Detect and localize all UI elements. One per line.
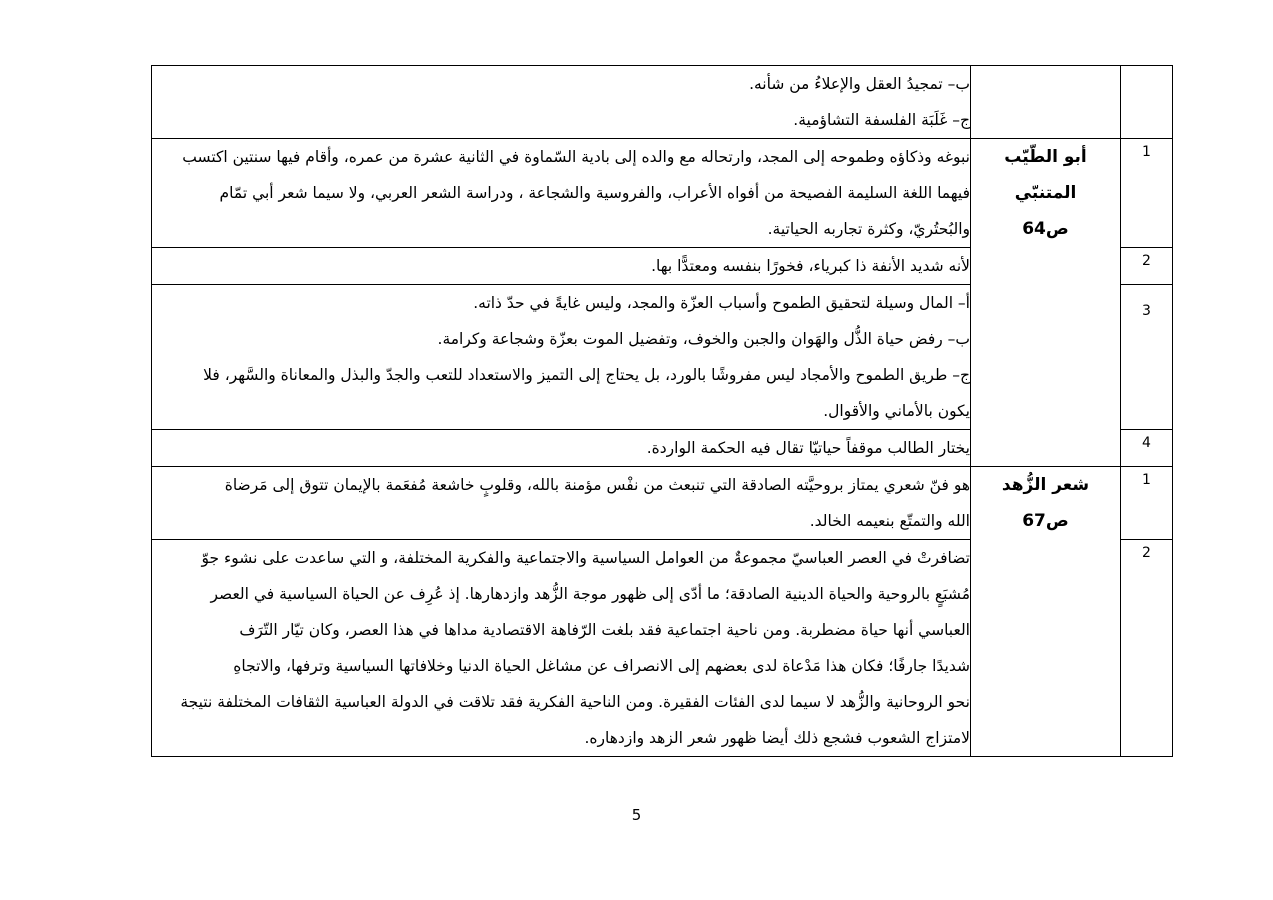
topic-cell — [971, 66, 1121, 139]
answer-line: ب– تمجيدُ العقل والإعلاءُ من شأنه. — [749, 75, 970, 93]
answer-line: ج– غَلَبَة الفلسفة التشاؤمية. — [793, 111, 970, 129]
answer-line: العباسي أنها حياة مضطربة. ومن ناحية اجتماعية فقد بلغت الرّفاهة الاقتصادية مداها في هذا العصر، وكان تيّار التّرَف — [239, 621, 970, 639]
answer-line: والبُحتُريّ، وكثرة تجاربه الحياتية. — [767, 220, 970, 238]
answer-line: شديدًا جارفًا؛ فكان هذا مَدْعاة لدى بعضهم إلى الانصراف عن مشاغل الحياة الدنيا وخلافاتها السياسية وترفها، والاتجاهِ — [233, 657, 970, 675]
answer-line: لامتزاج الشعوب فشجع ذلك أيضا ظهور شعر الزهد وازدهاره. — [584, 729, 970, 747]
answer-line: أ– المال وسيلة لتحقيق الطموح وأسباب العزّة والمجد، وليس غايةً في حدّ ذاته. — [473, 294, 970, 312]
row-number-cell — [1121, 66, 1173, 139]
answer-line: الله والتمتّع بنعيمه الخالد. — [809, 512, 970, 530]
table-row — [152, 66, 1173, 139]
answer-line: فيهما اللغة السليمة الفصيحة من أفواه الأعراب، والفروسية والشجاعة ، ودراسة الشعر العربي، ولا سيما شعر أبي تمّام — [219, 184, 970, 202]
answer-line: يكون بالأماني والأقوال. — [823, 402, 970, 420]
topic-title: أبو الطّيّب المتنبّي — [1004, 147, 1087, 203]
row-number-cell: 2 — [1121, 248, 1173, 285]
answer-cell — [152, 285, 971, 430]
answer-line: يختار الطالب موقفاً حياتيّا تقال فيه الحكمة الواردة. — [646, 439, 970, 457]
topic-cell — [971, 467, 1121, 757]
answer-line: ب– رفض حياة الذُّل والهَوان والجبن والخوف، وتفضيل الموت بعزّة وشجاعة وكرامة. — [437, 330, 970, 348]
answer-line: تضافرتْ في العصر العباسيّ مجموعةٌ من العوامل السياسية والاجتماعية والفكرية المختلفة، و التي ساعدت على نشوء جوّ — [201, 549, 970, 567]
row-number-cell: 1 — [1121, 467, 1173, 540]
answer-line: مُشبَعٍ بالروحية والحياة الدينية الصادقة؛ ما أدّى إلى ظهور موجة الزُّهد وازدهارها. إذ عُرِف عن الحياة السياسية في العصر — [210, 585, 970, 603]
answer-line: نحو الروحانية والزُّهد لا سيما لدى الفئات الفقيرة. ومن الناحية الفكرية فقد تلاقت في الدولة العباسية الثقافات المختلفة نتيجة — [180, 693, 970, 711]
answer-cell — [152, 248, 971, 285]
answer-cell — [152, 139, 971, 248]
topic-page: ص64 — [1022, 219, 1069, 239]
row-number-cell: 3 — [1121, 285, 1173, 430]
answer-cell — [152, 467, 971, 540]
answer-line: هو فنّ شعري يمتاز بروحيَّته الصادقة التي تنبعث من نفْس مؤمنة بالله، وقلوبٍ خاشعة مُفعَمة بالإيمان تتوق إلى مَرضاة — [224, 476, 970, 494]
answer-line: لأنه شديد الأنفة ذا كبرياء، فخورًا بنفسه ومعتدًّا بها. — [651, 257, 970, 275]
row-number-cell: 1 — [1121, 139, 1173, 248]
topic-title: شعر الزُّهد — [1001, 475, 1090, 495]
topic-page: ص67 — [1022, 511, 1069, 531]
answer-cell — [152, 430, 971, 467]
row-number-cell: 2 — [1121, 540, 1173, 757]
answer-cell — [152, 540, 971, 757]
page-number: 5 — [631, 806, 642, 824]
table-row — [152, 467, 1173, 540]
answer-cell — [152, 66, 971, 139]
answer-line: نبوغه وذكاؤه وطموحه إلى المجد، وارتحاله مع والده إلى بادية السّماوة في الثانية عشرة من عمره، وأقام فيها سنتين اكتسب — [182, 148, 970, 166]
answer-line: ج– طريق الطموح والأمجاد ليس مفروشًا بالورد، بل يحتاج إلى التميز والاستعداد للتعب والجدّ والبذل والمعاناة والسَّهر، فلا — [203, 366, 970, 384]
row-number-cell: 4 — [1121, 430, 1173, 467]
table-row — [152, 139, 1173, 248]
topic-cell — [971, 139, 1121, 467]
answers-table — [151, 65, 1173, 757]
